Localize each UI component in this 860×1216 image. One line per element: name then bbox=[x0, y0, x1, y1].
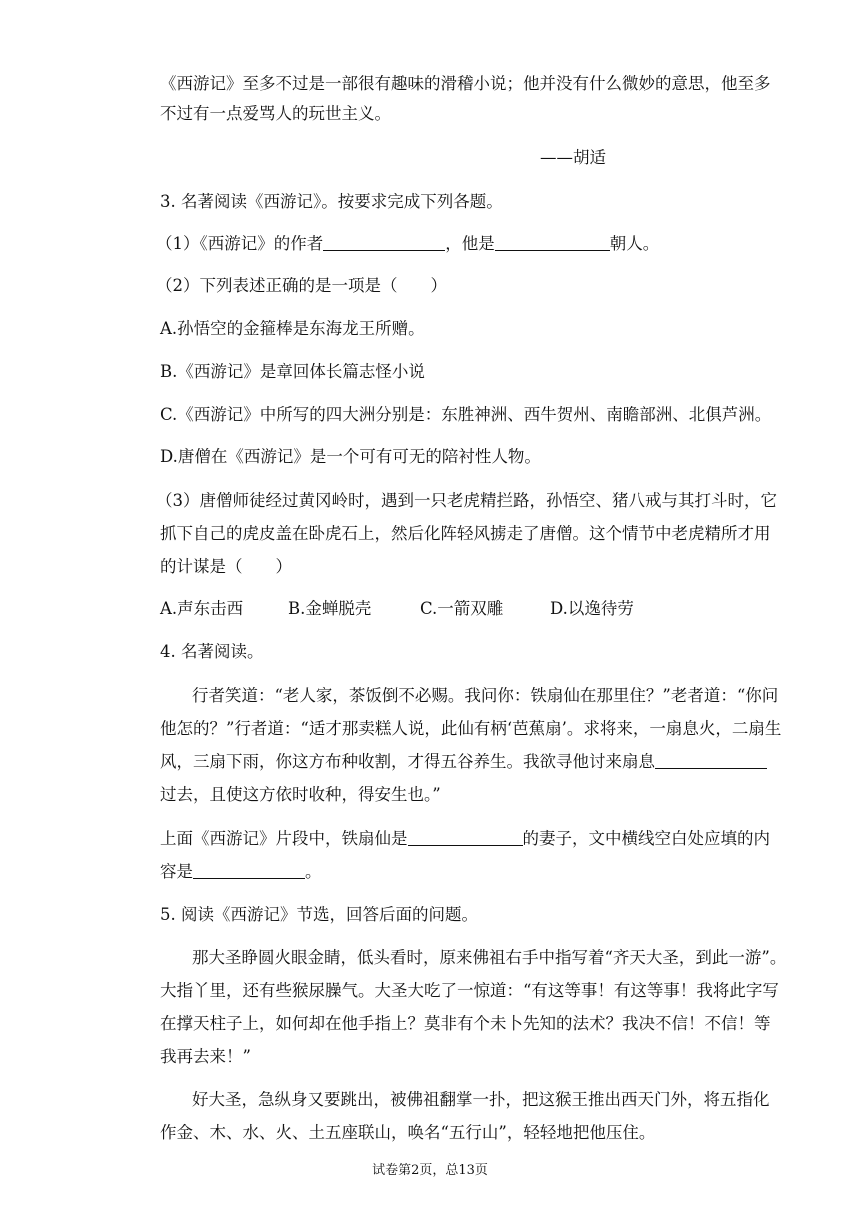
q3-option-b: B.《西游记》是章回体长篇志怪小说 bbox=[160, 362, 425, 381]
answer-blank-author[interactable] bbox=[323, 234, 445, 251]
q5-passage-line-5: 好大圣，急纵身又要跳出，被佛祖翻掌一扑，把这猴王推出西天门外，将五指化 bbox=[192, 1090, 770, 1109]
q3-sub1-text-b: ，他是 bbox=[445, 234, 495, 253]
q5-passage-line-6: 作金、木、水、火、土五座联山，唤名“五行山”，轻轻地把他压住。 bbox=[160, 1123, 656, 1142]
q4-passage-line-2: 他怎的？”行者道：“适才那卖糕人说，此仙有柄‘芭蕉扇’。求将来，一扇息火，二扇生 bbox=[160, 719, 782, 738]
choice-c: C.一箭双雕 bbox=[420, 599, 504, 618]
q3-sub1 bbox=[156, 233, 659, 255]
choice-a: A.声东击西 bbox=[160, 599, 244, 618]
q4-passage-line-1: 行者笑道：“老人家，茶饭倒不必赐。我问你：铁扇仙在那里住？”老者道：“你问 bbox=[192, 686, 779, 705]
choice-b: B.金蝉脱壳 bbox=[288, 599, 372, 618]
q3-option-d: D.唐僧在《西游记》是一个可有可无的陪衬性人物。 bbox=[160, 447, 541, 466]
quote-line-2: 不过有一点爱骂人的玩世主义。 bbox=[160, 104, 391, 123]
answer-blank-husband[interactable] bbox=[408, 829, 523, 846]
answer-blank-fill[interactable] bbox=[193, 862, 305, 879]
q3-sub2: （2）下列表述正确的是一项是（ ） bbox=[156, 276, 447, 295]
q5-title: 5. 阅读《西游记》节选，回答后面的问题。 bbox=[160, 905, 478, 924]
q4-question-text-d: 。 bbox=[305, 862, 322, 881]
q3-sub3-line-3: 的计谋是（ ） bbox=[160, 557, 292, 576]
q4-question-line-2 bbox=[160, 861, 322, 883]
q4-question-text-a: 上面《西游记》片段中，铁扇仙是 bbox=[160, 829, 408, 848]
q4-question-text-b: 的妻子，文中横线空白处应填的内 bbox=[522, 829, 770, 848]
q5-passage-line-3: 在撑天柱子上，如何却在他手指上？莫非有个未卜先知的法术？我决不信！不信！等 bbox=[160, 1014, 771, 1033]
q4-passage-line-3 bbox=[160, 751, 767, 773]
q4-question-text-c: 容是 bbox=[160, 862, 193, 881]
q4-passage-line-4: 过去，且使这方依时收种，得安生也。” bbox=[160, 785, 441, 804]
quote-author: ——胡适 bbox=[540, 148, 606, 167]
q5-passage-line-1: 那大圣睁圆火眼金睛，低头看时，原来佛祖右手中指写着“齐天大圣，到此一游”。 bbox=[192, 948, 787, 967]
q3-sub3-line-2: 抓下自己的虎皮盖在卧虎石上，然后化阵轻风掳走了唐僧。这个情节中老虎精所才用 bbox=[160, 524, 771, 543]
q5-passage-line-2: 大指丫里，还有些猴尿臊气。大圣大吃了一惊道：“有这等事！有这等事！我将此字写 bbox=[160, 981, 779, 1000]
q4-passage-text: 风，三扇下雨，你这方布种收割，才得五谷养生。我欲寻他讨来扇息 bbox=[160, 752, 655, 771]
q3-sub1-text-c: 朝人。 bbox=[609, 234, 660, 253]
q5-passage-line-4: 我再去来！” bbox=[160, 1047, 251, 1066]
q3-sub3-line-1: （3）唐僧师徒经过黄冈岭时，遇到一只老虎精拦路，孙悟空、猪八戒与其打斗时，它 bbox=[156, 491, 777, 510]
answer-blank-dynasty[interactable] bbox=[495, 234, 610, 251]
quote-line-1: 《西游记》至多不过是一部很有趣味的滑稽小说；他并没有什么微妙的意思，他至多 bbox=[160, 74, 771, 93]
choice-d: D.以逸待劳 bbox=[550, 599, 634, 618]
q3-sub1-text-a: （1）《西游记》的作者 bbox=[156, 234, 324, 253]
answer-blank-passage[interactable] bbox=[655, 752, 767, 769]
q4-question-line-1 bbox=[160, 828, 770, 850]
q3-option-c: C.《西游记》中所写的四大洲分别是：东胜神洲、西牛贺州、南瞻部洲、北俱芦洲。 bbox=[160, 405, 772, 424]
q4-title: 4. 名著阅读。 bbox=[160, 642, 264, 661]
q3-title: 3. 名著阅读《西游记》。按要求完成下列各题。 bbox=[160, 192, 503, 211]
q3-option-a: A.孙悟空的金箍棒是东海龙王所赠。 bbox=[160, 319, 425, 338]
page-footer: 试卷第2页，总13页 bbox=[372, 1163, 488, 1178]
